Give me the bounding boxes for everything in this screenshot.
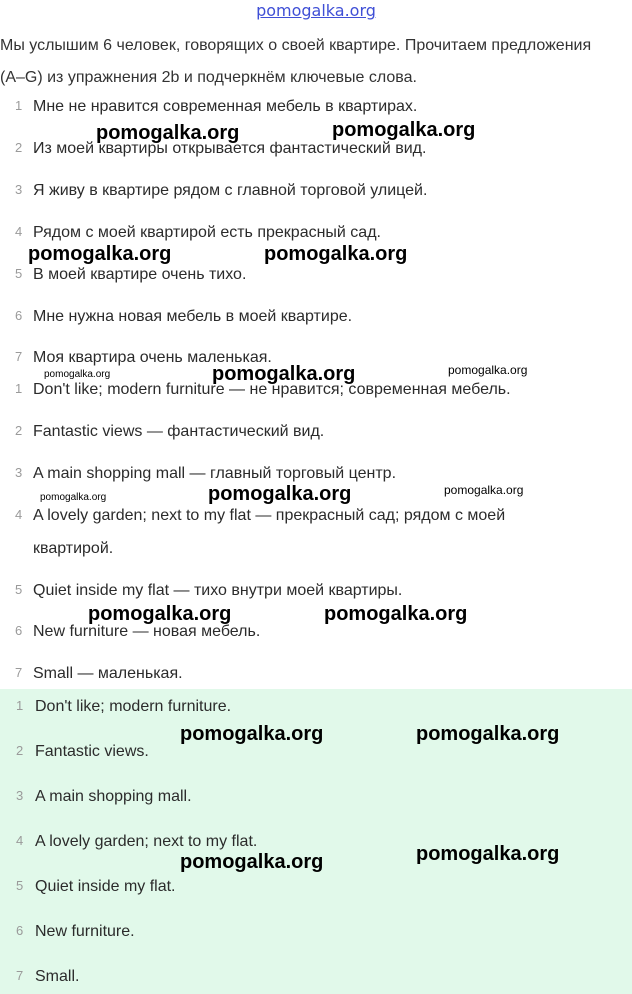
item-number: 3 — [15, 465, 23, 480]
item-number: 4 — [15, 224, 23, 239]
watermark: pomogalka.org — [448, 363, 528, 377]
item-text: New furniture — новая мебель. — [33, 623, 261, 640]
watermark: pomogalka.org — [88, 603, 232, 625]
watermark: pomogalka.org — [212, 363, 356, 385]
watermark: pomogalka.org — [324, 603, 468, 625]
item-number: 7 — [15, 665, 23, 680]
item-number: 1 — [16, 698, 24, 713]
watermark: pomogalka.org — [180, 723, 324, 745]
item-number: 2 — [16, 743, 24, 758]
watermark: pomogalka.org — [28, 243, 172, 265]
item-text: Из моей квартиры открывается фантастический вид. — [33, 140, 427, 157]
item-number: 5 — [16, 878, 24, 893]
watermark: pomogalka.org — [208, 483, 352, 505]
item-text: Quiet inside my flat — тихо внутри моей квартиры. — [33, 582, 403, 599]
item-number: 4 — [15, 507, 23, 522]
item-number: 6 — [15, 623, 23, 638]
item-text: Я живу в квартире рядом с главной торговой улицей. — [33, 182, 428, 199]
item-number: 5 — [15, 266, 23, 281]
item-text: Рядом с моей квартирой есть прекрасный сад. — [33, 224, 381, 241]
watermark: pomogalka.org — [96, 122, 240, 144]
item-number: 7 — [15, 349, 23, 364]
item-number: 3 — [16, 788, 24, 803]
watermark: pomogalka.org — [332, 119, 476, 141]
exercise-intro: Мы услышим 6 человек, говорящих о своей квартире. Прочитаем предложения (A–G) из упражнения 2b и подчеркнём ключевые слова. — [0, 37, 592, 86]
item-number: 6 — [15, 308, 23, 323]
item-text: Quiet inside my flat. — [35, 878, 176, 895]
item-text: A main shopping mall — главный торговый центр. — [33, 465, 397, 482]
watermark: pomogalka.org — [40, 492, 107, 503]
item-text: A lovely garden; next to my flat. — [35, 833, 258, 850]
item-number: 2 — [15, 140, 23, 155]
item-text: В моей квартире очень тихо. — [33, 266, 247, 283]
item-number: 1 — [15, 381, 23, 396]
watermark: pomogalka.org — [44, 369, 111, 380]
item-text: Don't like; modern furniture. — [35, 698, 232, 715]
watermark: pomogalka.org — [416, 723, 560, 745]
watermark: pomogalka.org — [444, 483, 524, 497]
watermark: pomogalka.org — [180, 851, 324, 873]
site-header-link[interactable]: pomogalka.org — [256, 1, 376, 20]
item-number: 6 — [16, 923, 24, 938]
item-number: 2 — [15, 423, 23, 438]
item-number: 7 — [16, 968, 24, 983]
item-text: Fantastic views — фантастический вид. — [33, 423, 325, 440]
item-number: 4 — [16, 833, 24, 848]
item-text: Small — маленькая. — [33, 665, 183, 682]
item-text: Моя квартира очень маленькая. — [33, 349, 272, 366]
item-text: A main shopping mall. — [35, 788, 192, 805]
item-text: Мне нужна новая мебель в моей квартире. — [33, 308, 353, 325]
watermark: pomogalka.org — [416, 843, 560, 865]
item-text: Мне не нравится современная мебель в квартирах. — [33, 98, 418, 115]
item-text: New furniture. — [35, 923, 135, 940]
item-text: Fantastic views. — [35, 743, 149, 760]
item-text: A lovely garden; next to my flat — прекрасный сад; рядом с моей квартирой. — [33, 507, 506, 557]
item-number: 1 — [15, 98, 23, 113]
item-text: Don't like; modern furniture — не нравится; современная мебель. — [33, 381, 511, 398]
item-number: 5 — [15, 582, 23, 597]
item-number: 3 — [15, 182, 23, 197]
watermark: pomogalka.org — [264, 243, 408, 265]
item-text: Small. — [35, 968, 80, 985]
